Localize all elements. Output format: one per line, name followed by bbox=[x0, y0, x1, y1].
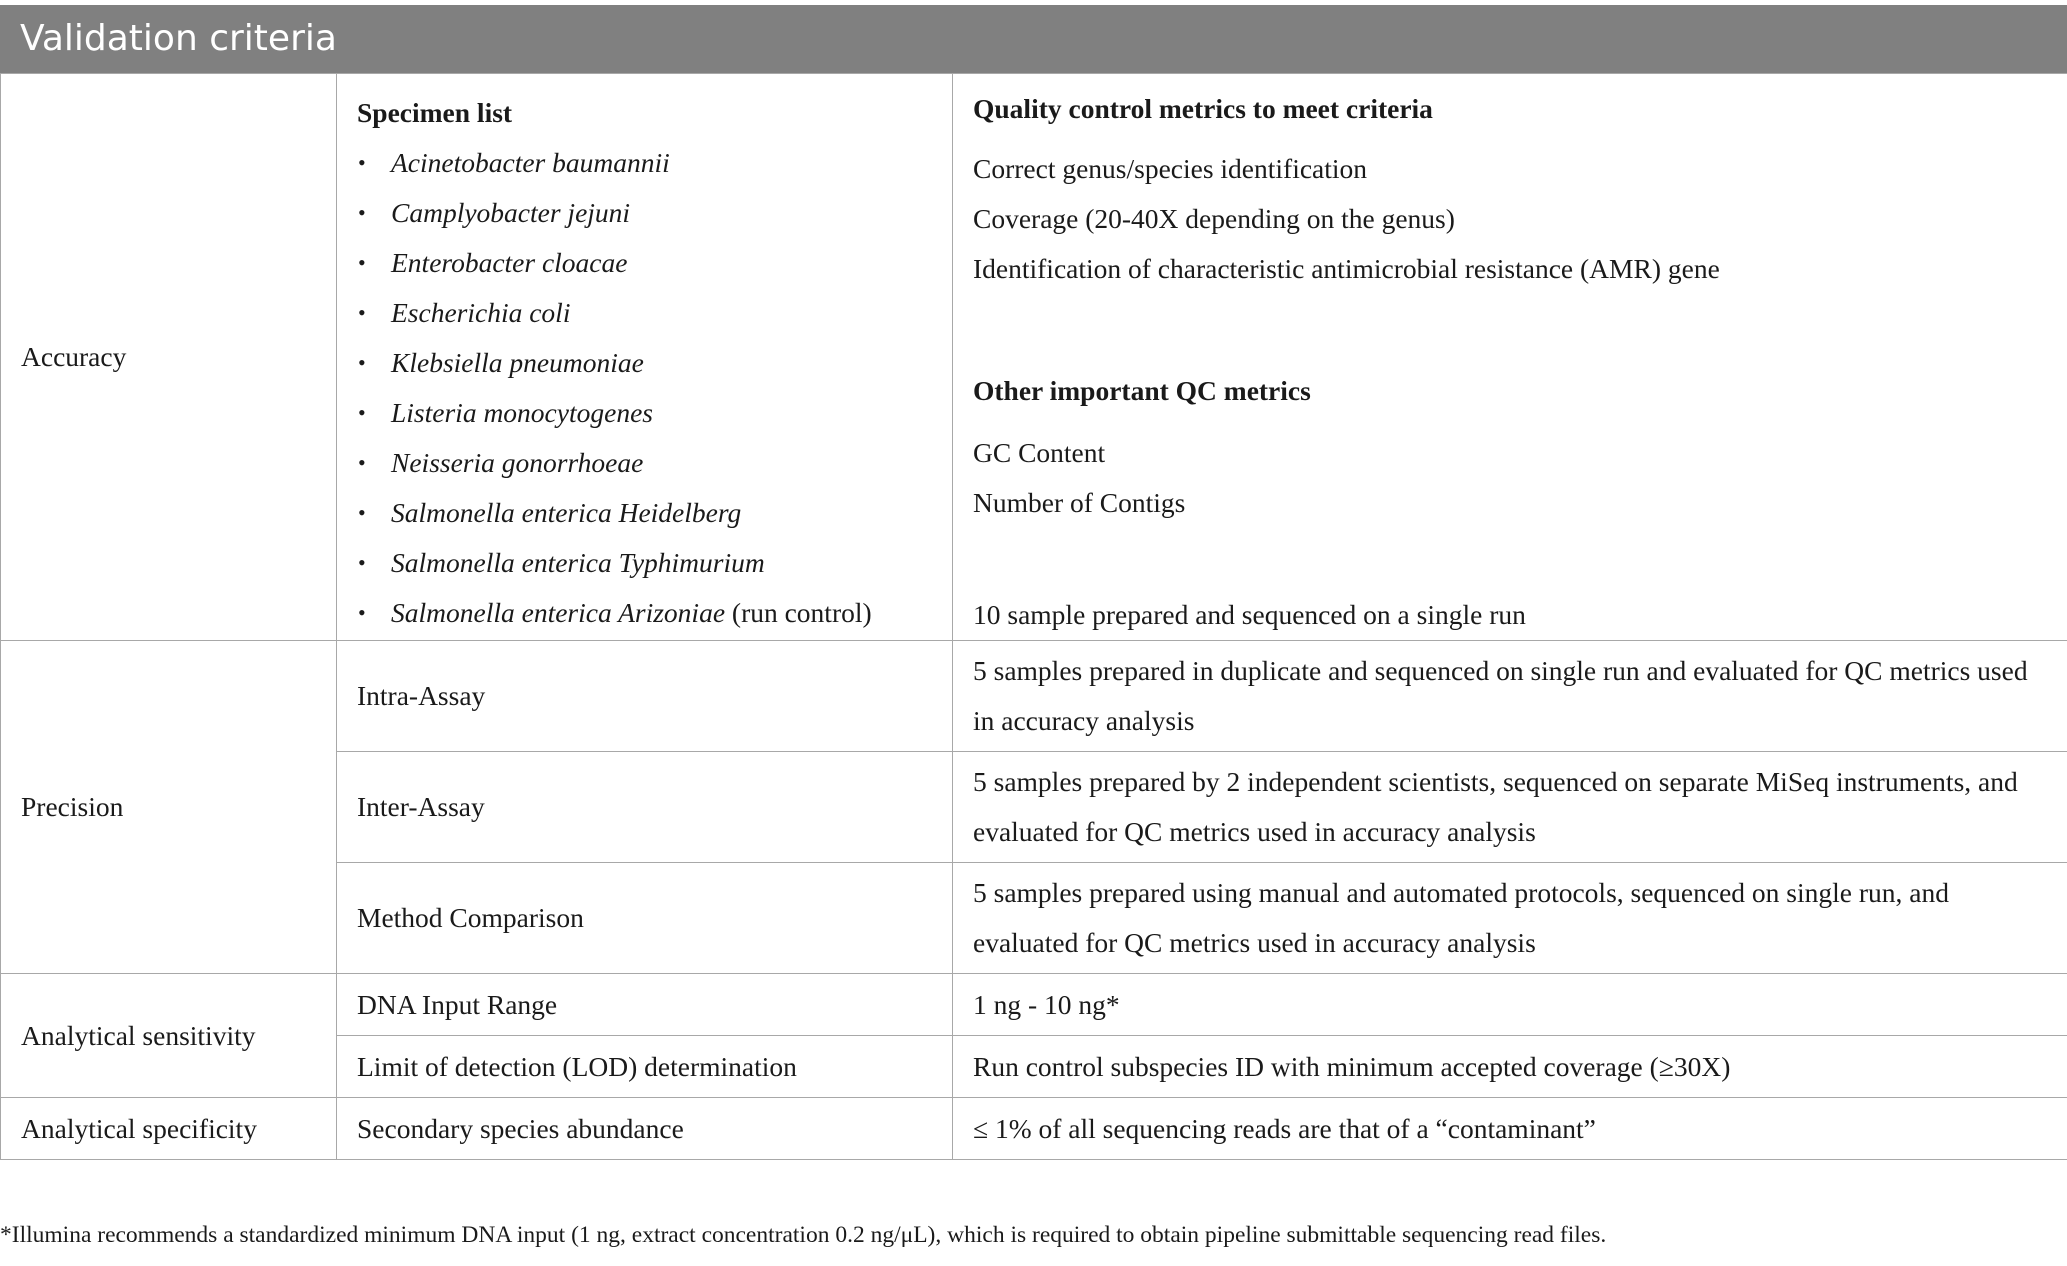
list-item: • Klebsiella pneumoniae bbox=[357, 338, 932, 388]
specimen-list-title: Specimen list bbox=[357, 97, 513, 128]
sensitivity-row bbox=[1, 974, 2067, 1036]
precision-desc: 5 samples prepared by 2 independent scientists, sequenced on separate MiSeq instruments, and evaluated for QC metrics used in accuracy analysis bbox=[953, 752, 2067, 863]
run-note: 10 sample prepared and sequenced on a single run bbox=[973, 599, 1526, 630]
specificity-label: Analytical specificity bbox=[1, 1098, 337, 1160]
list-item: • Listeria monocytogenes bbox=[357, 388, 932, 438]
other-qc-item: GC Content bbox=[973, 437, 1106, 468]
sensitivity-label: Analytical sensitivity bbox=[1, 974, 337, 1098]
list-item: • Salmonella enterica Typhimurium bbox=[357, 538, 932, 588]
specificity-row bbox=[1, 1098, 2067, 1160]
sensitivity-desc: Run control subspecies ID with minimum accepted coverage (≥30X) bbox=[953, 1036, 2067, 1098]
specimen-list-cell bbox=[337, 74, 953, 641]
run-control-note: (run control) bbox=[731, 597, 872, 628]
list-item: • Enterobacter cloacae bbox=[357, 238, 932, 288]
list-item: • Escherichia coli bbox=[357, 288, 932, 338]
list-item: • Camplyobacter jejuni bbox=[357, 188, 932, 238]
qc-item: Correct genus/species identification bbox=[973, 153, 1368, 184]
specimen-list bbox=[357, 138, 932, 638]
validation-table bbox=[0, 5, 2067, 1160]
precision-desc: 5 samples prepared in duplicate and sequenced on single run and evaluated for QC metrics used in accuracy analysis bbox=[953, 641, 2067, 752]
precision-name: Intra-Assay bbox=[337, 641, 953, 752]
sensitivity-name: Limit of detection (LOD) determination bbox=[337, 1036, 953, 1098]
precision-name: Inter-Assay bbox=[337, 752, 953, 863]
other-qc-title: Other important QC metrics bbox=[973, 375, 1311, 406]
list-item: • Salmonella enterica Arizoniae (run control) bbox=[357, 588, 932, 638]
list-item: • Acinetobacter baumannii bbox=[357, 138, 932, 188]
qc-metrics-cell bbox=[953, 74, 2067, 641]
precision-label: Precision bbox=[1, 641, 337, 974]
list-item: • Salmonella enterica Heidelberg bbox=[357, 488, 932, 538]
precision-name: Method Comparison bbox=[337, 863, 953, 974]
list-item: • Neisseria gonorrhoeae bbox=[357, 438, 932, 488]
criteria-table bbox=[0, 73, 2067, 1160]
specificity-desc: ≤ 1% of all sequencing reads are that of a “contaminant” bbox=[953, 1098, 2067, 1160]
footnote: *Illumina recommends a standardized minimum DNA input (1 ng, extract concentration 0.2 ng/μL), which is required to obtain pipeline submittable sequencing read files. bbox=[0, 1222, 1607, 1248]
qc-title: Quality control metrics to meet criteria bbox=[973, 93, 1433, 124]
sensitivity-name: DNA Input Range bbox=[337, 974, 953, 1036]
precision-desc: 5 samples prepared using manual and automated protocols, sequenced on single run, and evaluated for QC metrics used in accuracy analysis bbox=[953, 863, 2067, 974]
specificity-name: Secondary species abundance bbox=[337, 1098, 953, 1160]
qc-item: Identification of characteristic antimicrobial resistance (AMR) gene bbox=[973, 253, 1720, 284]
qc-item: Coverage (20-40X depending on the genus) bbox=[973, 203, 1455, 234]
precision-row bbox=[1, 641, 2067, 752]
accuracy-label: Accuracy bbox=[1, 74, 337, 641]
table-header: Validation criteria bbox=[0, 5, 2067, 73]
sensitivity-desc: 1 ng - 10 ng* bbox=[953, 974, 2067, 1036]
accuracy-row bbox=[1, 74, 2067, 641]
other-qc-item: Number of Contigs bbox=[973, 487, 1186, 518]
